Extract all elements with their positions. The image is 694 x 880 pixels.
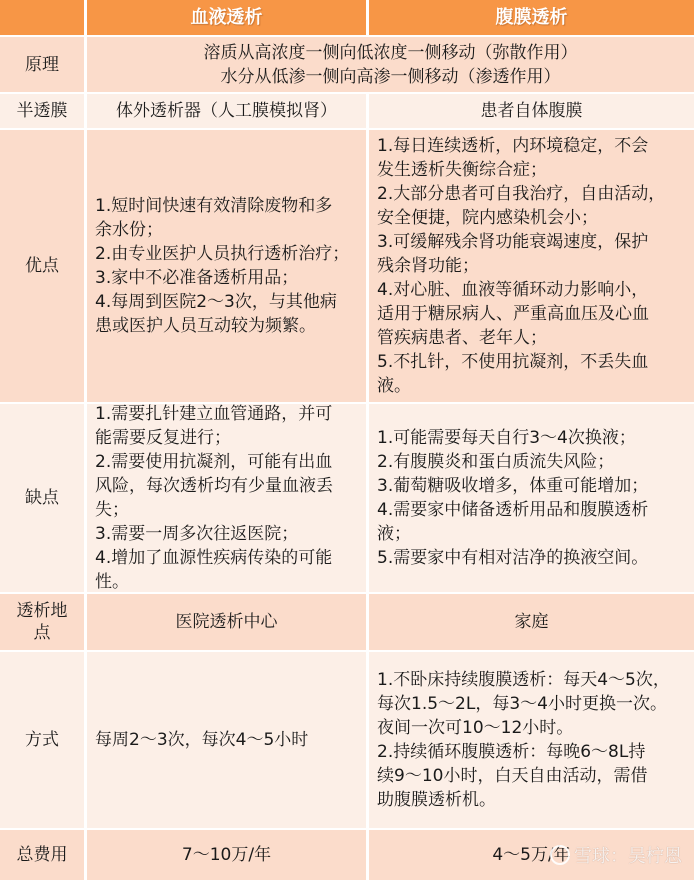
row-principle bbox=[0, 37, 694, 92]
list-line: 余水份； bbox=[95, 220, 163, 240]
label-line: 透析地 bbox=[16, 601, 68, 621]
list-line: 3.葡萄糖吸收增多，体重可能增加； bbox=[377, 476, 649, 496]
header-hemodialysis: 血液透析 bbox=[87, 0, 366, 35]
method-peritoneal bbox=[369, 652, 694, 828]
list-line: 1.不卧床持续腹膜透析：每天4～5次， bbox=[377, 670, 670, 690]
watermark-text: 雪球：吴柠恩 bbox=[574, 846, 682, 867]
row-label-principle: 原理 bbox=[0, 37, 84, 92]
row-label-cost: 总费用 bbox=[0, 830, 84, 880]
header-empty-cell bbox=[0, 0, 84, 35]
list-line: 4.对心脏、血液等循环动力影响小， bbox=[377, 280, 649, 300]
list-line: 3.家中不必准备透析用品； bbox=[95, 268, 299, 288]
row-advantages bbox=[0, 130, 694, 402]
list-line: 发生透析失衡综合症； bbox=[377, 160, 547, 180]
advantages-hemo bbox=[87, 130, 366, 402]
row-label-location bbox=[0, 594, 84, 650]
list-line: 4.增加了血源性疾病传染的可能 bbox=[95, 548, 333, 568]
header-peritoneal-dialysis: 腹膜透析 bbox=[369, 0, 694, 35]
row-method bbox=[0, 652, 694, 828]
cost-peritoneal: 4～5万/年 bbox=[369, 830, 694, 880]
list-line: 1.需要扎针建立血管通路，并可 bbox=[95, 404, 333, 424]
list-line: 失； bbox=[95, 500, 129, 520]
list-line: 3.可缓解残余肾功能衰竭速度，保护 bbox=[377, 232, 649, 252]
membrane-hemo: 体外透析器（人工膜模拟肾） bbox=[87, 94, 366, 128]
list-line: 液。 bbox=[377, 376, 411, 396]
list-line: 助腹膜透析机。 bbox=[377, 790, 496, 810]
list-line: 性。 bbox=[95, 572, 129, 592]
list-line: 安全便捷，院内感染机会小； bbox=[377, 208, 598, 228]
principle-content bbox=[87, 37, 694, 92]
location-peritoneal: 家庭 bbox=[369, 594, 694, 650]
list-line: 患或医护人员互动较为频繁。 bbox=[95, 316, 316, 336]
row-cost bbox=[0, 830, 694, 880]
list-line: 风险，每次透析均有少量血液丢 bbox=[95, 476, 333, 496]
method-hemo: 每周2～3次，每次4～5小时 bbox=[87, 652, 366, 828]
list-line: 2.有腹膜炎和蛋白质流失风险； bbox=[377, 452, 615, 472]
list-line: 2.大部分患者可自我治疗，自由活动， bbox=[377, 184, 666, 204]
list-line: 液； bbox=[377, 524, 411, 544]
disadvantages-hemo bbox=[87, 404, 366, 592]
header-row bbox=[0, 0, 694, 35]
list-line: 适用于糖尿病人、严重高血压及心血 bbox=[377, 304, 649, 324]
principle-line: 水分从低渗一侧向高渗一侧移动（渗透作用） bbox=[220, 66, 561, 87]
row-label-membrane: 半透膜 bbox=[0, 94, 84, 128]
row-membrane bbox=[0, 94, 694, 128]
list-line: 每次1.5～2L，每3～4小时更换一次。 bbox=[377, 694, 667, 714]
list-line: 2.需要使用抗凝剂，可能有出血 bbox=[95, 452, 333, 472]
list-line: 5.不扎针，不使用抗凝剂，不丢失血 bbox=[377, 352, 649, 372]
list-line: 1.可能需要每天自行3～4次换液； bbox=[377, 428, 636, 448]
list-line: 夜间一次可10～12小时。 bbox=[377, 718, 574, 738]
list-line: 管疾病患者、老年人； bbox=[377, 328, 547, 348]
list-line: 4.需要家中储备透析用品和腹膜透析 bbox=[377, 500, 649, 520]
list-line: 4.每周到医院2～3次，与其他病 bbox=[95, 292, 337, 312]
list-line: 续9～10小时，白天自由活动，需借 bbox=[377, 766, 648, 786]
row-label-advantages: 优点 bbox=[0, 130, 84, 402]
label-line: 点 bbox=[33, 623, 51, 643]
row-location bbox=[0, 594, 694, 650]
list-line: 1.短时间快速有效清除废物和多 bbox=[95, 196, 333, 216]
list-line: 残余肾功能； bbox=[377, 256, 479, 276]
row-label-method: 方式 bbox=[0, 652, 84, 828]
location-hemo: 医院透析中心 bbox=[87, 594, 366, 650]
principle-line: 溶质从高浓度一侧向低浓度一侧移动（弥散作用） bbox=[203, 42, 578, 63]
list-line: 2.持续循环腹膜透析：每晚6～8L持 bbox=[377, 742, 646, 762]
row-label-disadvantages: 缺点 bbox=[0, 404, 84, 592]
list-line: 2.由专业医护人员执行透析治疗； bbox=[95, 244, 350, 264]
list-line: 3.需要一周多次往返医院； bbox=[95, 524, 299, 544]
list-line: 能需要反复进行； bbox=[95, 428, 231, 448]
cost-hemo: 7～10万/年 bbox=[87, 830, 366, 880]
membrane-peritoneal: 患者自体腹膜 bbox=[369, 94, 694, 128]
disadvantages-peritoneal bbox=[369, 404, 694, 592]
advantages-peritoneal bbox=[369, 130, 694, 402]
row-disadvantages bbox=[0, 404, 694, 592]
list-line: 5.需要家中有相对洁净的换液空间。 bbox=[377, 548, 649, 568]
list-line: 1.每日连续透析，内环境稳定，不会 bbox=[377, 136, 649, 156]
